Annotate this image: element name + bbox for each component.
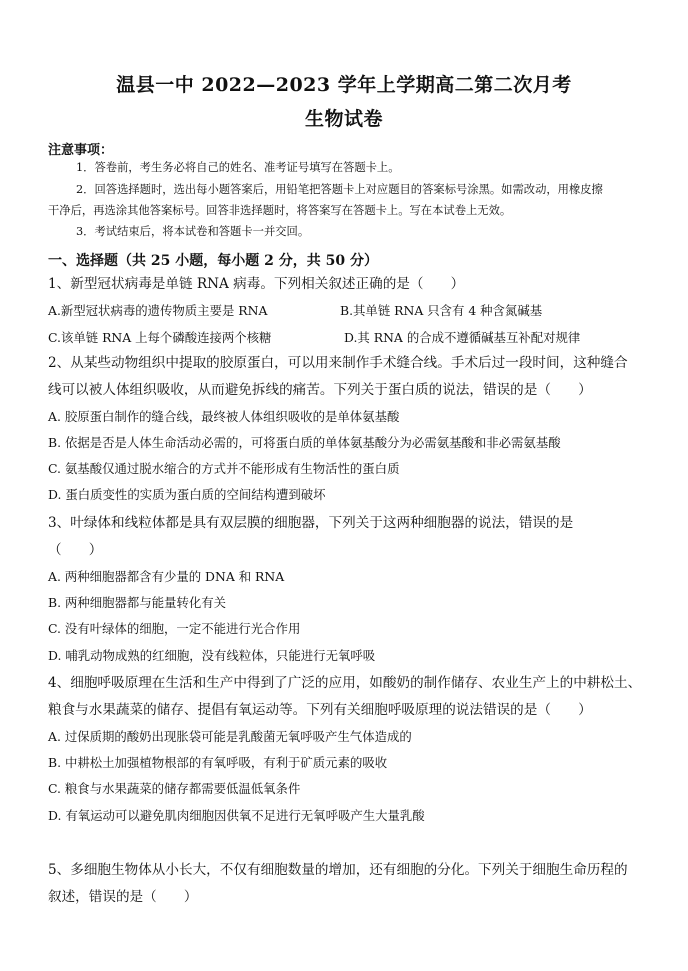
option-c: C. 没有叶绿体的细胞，一定不能进行光合作用: [48, 621, 301, 636]
note-line: 干净后，再选涂其他答案标号。回答非选择题时，将答案写在答题卡上。写在本试卷上无效。: [48, 204, 512, 217]
question-stem: 3、叶绿体和线粒体都是具有双层膜的细胞器，下列关于这两种细胞器的说法，错误的是: [48, 515, 574, 531]
option-d: D. 蛋白质变性的实质为蛋白质的空间结构遭到破坏: [48, 487, 326, 502]
question-stem: （ ）: [48, 542, 103, 558]
option-a: A.新型冠状病毒的遗传物质主要是 RNA: [48, 303, 268, 318]
note-line: 3．考试结束后，将本试卷和答题卡一并交回。: [76, 225, 310, 238]
question-stem: 1、新型冠状病毒是单链 RNA 病毒。下列相关叙述正确的是（ ）: [48, 276, 465, 292]
option-c: C. 氨基酸仅通过脱水缩合的方式并不能形成有生物活性的蛋白质: [48, 461, 400, 476]
option-b: B.其单链 RNA 只含有 4 种含氮碱基: [340, 303, 543, 318]
question-stem: 粮食与水果蔬菜的储存、提倡有氧运动等。下列有关细胞呼吸原理的说法错误的是（ ）: [48, 702, 592, 718]
option-a: A. 两种细胞器都含有少量的 DNA 和 RNA: [48, 569, 285, 584]
option-d: D. 有氧运动可以避免肌肉细胞因供氧不足进行无氧呼吸产生大量乳酸: [48, 808, 425, 823]
question-stem: 5、多细胞生物体从小长大，不仅有细胞数量的增加，还有细胞的分化。下列关于细胞生命历程的: [48, 862, 628, 878]
option-c: C.该单链 RNA 上每个磷酸连接两个核糖: [48, 330, 272, 345]
note-line: 1．答卷前，考生务必将自己的姓名、准考证号填写在答题卡上。: [76, 161, 400, 174]
question-stem: 4、细胞呼吸原理在生活和生产中得到了广泛的应用，如酸奶的制作储存、农业生产上的中耕松土、: [48, 675, 642, 691]
exam-title: 温县一中 2022—2023 学年上学期高二第二次月考: [116, 74, 572, 96]
option-b: B. 两种细胞器都与能量转化有关: [48, 595, 227, 610]
option-b: B. 中耕松土加强植物根部的有氧呼吸，有利于矿质元素的吸收: [48, 755, 388, 770]
question-stem: 2、从某些动物组织中提取的胶原蛋白，可以用来制作手术缝合线。手术后过一段时间，这种缝合: [48, 355, 628, 371]
option-d: D.其 RNA 的合成不遵循碱基互补配对规律: [344, 330, 581, 345]
option-d: D. 哺乳动物成熟的红细胞，没有线粒体，只能进行无氧呼吸: [48, 648, 376, 663]
option-b: B. 依据是否是人体生命活动必需的，可将蛋白质的单体氨基酸分为必需氨基酸和非必需氨基酸: [48, 435, 561, 450]
exam-subtitle: 生物试卷: [304, 108, 383, 130]
question-stem: 叙述，错误的是（ ）: [48, 889, 198, 905]
notes-heading: 注意事项：: [48, 143, 114, 158]
section-title: 一、选择题（共 25 小题，每小题 2 分，共 50 分）: [48, 253, 378, 269]
option-a: A. 过保质期的酸奶出现胀袋可能是乳酸菌无氧呼吸产生气体造成的: [48, 729, 412, 744]
note-line: 2．回答选择题时，选出每小题答案后，用铅笔把答题卡上对应题目的答案标号涂黑。如需改动，用橡皮擦: [76, 183, 603, 196]
question-stem: 线可以被人体组织吸收，从而避免拆线的痛苦。下列关于蛋白质的说法，错误的是（ ）: [48, 382, 592, 398]
option-c: C. 粮食与水果蔬菜的储存都需要低温低氧条件: [48, 781, 301, 796]
option-a: A. 胶原蛋白制作的缝合线，最终被人体组织吸收的是单体氨基酸: [48, 409, 400, 424]
